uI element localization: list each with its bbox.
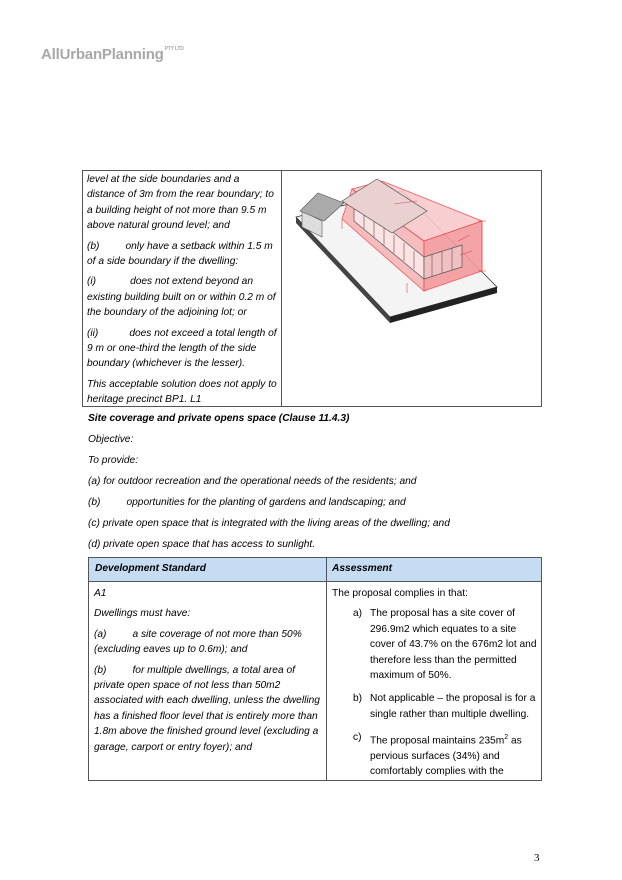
standard-item-b bbox=[94, 663, 322, 755]
std-a-marker: (a) bbox=[94, 628, 107, 640]
objective-item-c: (c) private open space that is integrated with the living areas of the dwelling; and bbox=[88, 518, 450, 529]
standard-code: A1 bbox=[94, 588, 107, 599]
envelope-text-4: does not exceed a total length of 9 m or one-third the length of the side boundary (whichever is the lesser). bbox=[87, 327, 277, 370]
development-standard-cell bbox=[94, 586, 322, 760]
assess-c-text-pre: The proposal maintains 235m bbox=[370, 735, 505, 747]
envelope-item-b bbox=[87, 239, 277, 270]
assess-c-sup: 2 bbox=[504, 734, 509, 742]
header-assessment: Assessment bbox=[332, 563, 393, 574]
assess-b-label: b) bbox=[353, 693, 363, 705]
company-logo bbox=[41, 46, 184, 63]
table-header bbox=[89, 558, 541, 582]
envelope-item-ii bbox=[87, 326, 277, 372]
header-development-standard: Development Standard bbox=[95, 563, 206, 574]
building-envelope-diagram bbox=[282, 171, 541, 406]
assess-c-text-post: as pervious surfaces (34%) and comfortably complies with the bbox=[370, 735, 522, 778]
std-b-text: for multiple dwellings, a total area of private open space of not less than 50m2 associated with each dwelling, unless the dwelling has a finished floor level that is entirely more than 1.8m above the finished ground level (excluding a garage, carport or entry foyer); and bbox=[94, 664, 320, 753]
std-a-text: a site coverage of not more than 50% (excluding eaves up to 0.6m); and bbox=[94, 628, 302, 656]
assess-b-text: Not applicable – the proposal is for a single rather than multiple dwelling. bbox=[370, 693, 536, 720]
item-b-marker: (b) bbox=[88, 497, 101, 508]
objective-item-d: (d) private open space that has access to sunlight. bbox=[88, 539, 316, 550]
envelope-diagram-cell bbox=[282, 171, 541, 406]
assess-a-text: The proposal has a site cover of 296.9m2 which equates to a site cover of 43.7% on the 676m2 lot and therefore less than the permitted maximum of 50%. bbox=[370, 608, 537, 682]
assessment-item-c bbox=[332, 730, 540, 780]
envelope-item-i bbox=[87, 274, 277, 320]
assess-c-label: c) bbox=[353, 732, 362, 744]
std-b-marker: (b) bbox=[94, 664, 107, 676]
envelope-text-cell bbox=[83, 171, 282, 406]
logo-text: AllUrbanPlanning bbox=[41, 46, 164, 63]
standard-intro: Dwellings must have: bbox=[94, 608, 191, 620]
assessment-intro: The proposal complies in that: bbox=[332, 588, 468, 599]
section-heading: Site coverage and private opens space (Clause 11.4.3) bbox=[88, 413, 350, 424]
page-number: 3 bbox=[534, 852, 540, 864]
standard-item-a bbox=[94, 627, 322, 658]
envelope-text-2: only have a setback within 1.5 m of a side boundary if the dwelling: bbox=[87, 240, 273, 268]
assessment-item-b bbox=[332, 691, 540, 722]
marker-b: (b) bbox=[87, 240, 100, 252]
envelope-text-3: does not extend beyond an existing building built on or within 0.2 m of the boundary of the adjoining lot; or bbox=[87, 276, 276, 319]
assess-a-label: a) bbox=[353, 608, 363, 620]
objective-item-b bbox=[88, 496, 548, 510]
standard-table bbox=[88, 557, 542, 781]
envelope-text-5: This acceptable solution does not apply to heritage precinct BP1. L1 bbox=[87, 378, 277, 406]
envelope-table bbox=[82, 170, 542, 407]
envelope-text-1: level at the side boundaries and a distance of 3m from the rear boundary; to a building height of not more than 9.5 m above natural ground level; and bbox=[87, 174, 274, 232]
assessment-item-a bbox=[332, 606, 540, 683]
assessment-cell bbox=[332, 586, 540, 788]
marker-ii: (ii) bbox=[87, 327, 99, 339]
item-b-text: opportunities for the planting of gardens and landscaping; and bbox=[126, 497, 406, 508]
column-divider bbox=[326, 558, 327, 780]
logo-tm: PTY LTD bbox=[164, 46, 184, 52]
marker-i: (i) bbox=[87, 276, 97, 288]
objective-label: Objective: bbox=[88, 434, 134, 445]
objective-item-a: (a) for outdoor recreation and the operational needs of the residents; and bbox=[88, 476, 417, 487]
to-provide-label: To provide: bbox=[88, 455, 139, 466]
